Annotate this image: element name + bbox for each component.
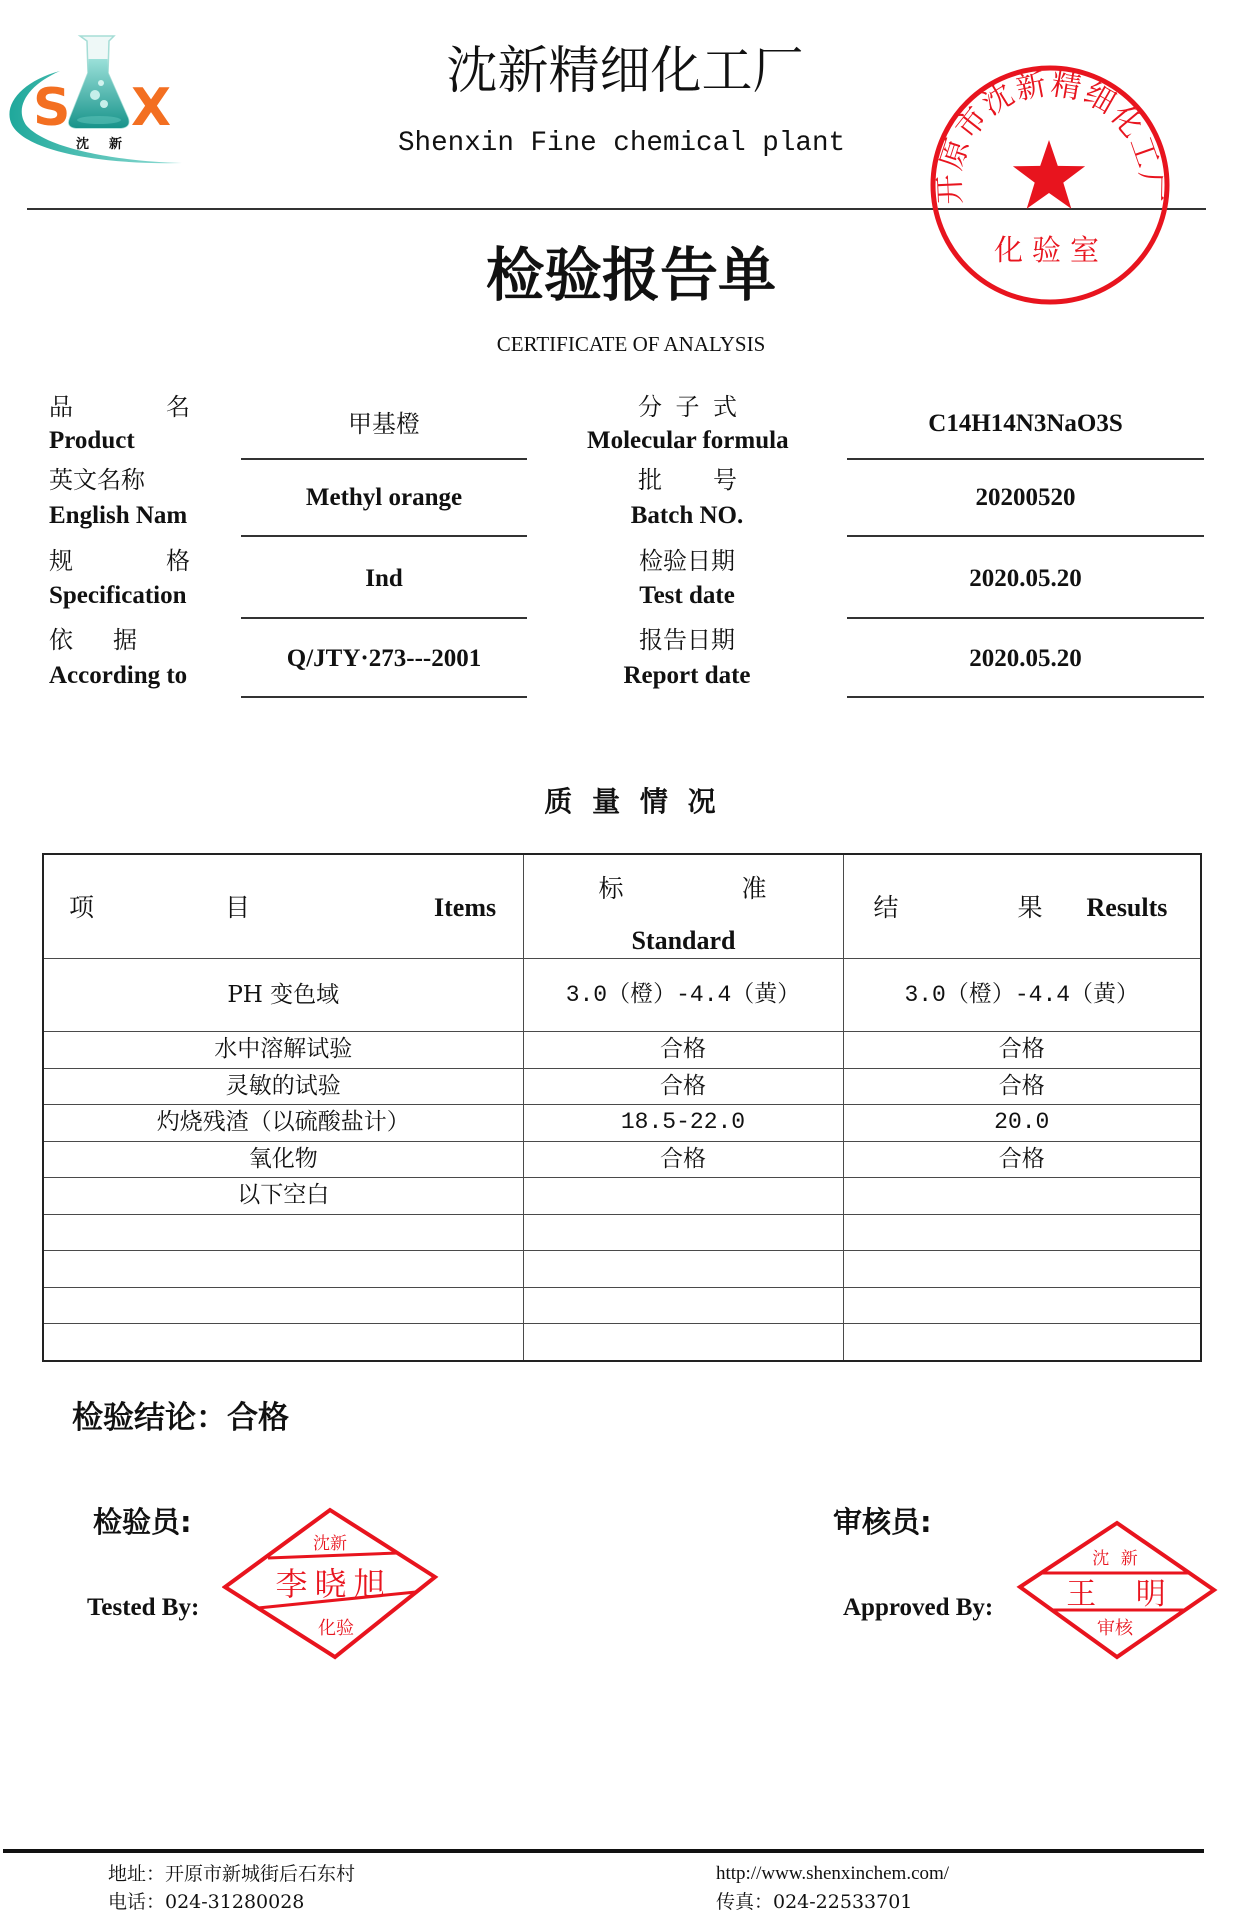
footer-address: 地址：开原市新城街后石东村 bbox=[108, 1863, 356, 1885]
header-standard-cn: 标 准 bbox=[598, 874, 767, 903]
cell-result: 合格 bbox=[843, 1032, 1201, 1069]
underline bbox=[241, 696, 527, 698]
table-row-empty bbox=[43, 1324, 1201, 1361]
table-row bbox=[43, 959, 1201, 1032]
cell-empty bbox=[43, 1251, 523, 1288]
cell-empty bbox=[523, 1324, 843, 1361]
footer-fax: 传真：024-22533701 bbox=[716, 1891, 913, 1913]
cell-result: 合格 bbox=[843, 1141, 1201, 1178]
label-test-date-en: Test date bbox=[639, 582, 735, 609]
header-results-en: Results bbox=[1086, 893, 1168, 922]
approver-label-cn: 审核员: bbox=[833, 1505, 932, 1539]
tester-label-cn: 检验员: bbox=[93, 1505, 192, 1539]
cell-empty bbox=[523, 1214, 843, 1251]
table-row-empty bbox=[43, 1251, 1201, 1288]
header-results bbox=[843, 854, 1201, 959]
cell-standard: 3.0（橙）-4.4（黄） bbox=[523, 959, 843, 1032]
seal-center-text: 化验室 bbox=[993, 233, 1109, 267]
table-row bbox=[43, 1178, 1201, 1215]
conclusion-value: 合格 bbox=[227, 1400, 289, 1436]
header-standard-en: Standard bbox=[631, 926, 736, 955]
cell-standard: 18.5-22.0 bbox=[523, 1105, 843, 1142]
label-english-name-cn: 英文名称 bbox=[49, 466, 145, 494]
approver-stamp bbox=[1012, 1515, 1222, 1665]
seal-ring-text-path: 开原市沈新精细化工厂 bbox=[932, 66, 1168, 206]
cell-item: PH 变色域 bbox=[43, 959, 523, 1032]
label-formula-cn: 分 子 式 bbox=[638, 393, 737, 421]
conclusion-label: 检验结论： bbox=[72, 1400, 227, 1436]
logo-letter-s: S bbox=[33, 78, 71, 138]
underline bbox=[847, 617, 1204, 619]
value-product: 甲基橙 bbox=[348, 410, 420, 438]
table-row bbox=[43, 1068, 1201, 1105]
cell-standard: 合格 bbox=[523, 1032, 843, 1069]
label-according-en: According to bbox=[49, 662, 188, 689]
cell-empty bbox=[43, 1287, 523, 1324]
official-seal bbox=[925, 60, 1175, 310]
label-product-cn: 品 名 bbox=[49, 393, 190, 421]
tester-stamp bbox=[222, 1500, 442, 1665]
footer-divider bbox=[3, 1849, 1204, 1853]
document-subtitle: CERTIFICATE OF ANALYSIS bbox=[496, 332, 766, 356]
value-according: Q/JTY·273---2001 bbox=[286, 645, 482, 672]
star-icon bbox=[1013, 140, 1085, 209]
header-results-cn: 结 果 bbox=[873, 893, 1043, 922]
label-specification-cn: 规 格 bbox=[49, 547, 190, 575]
value-formula: C14H14N3NaO3S bbox=[928, 410, 1123, 437]
label-test-date-cn: 检验日期 bbox=[639, 547, 735, 575]
value-specification: Ind bbox=[365, 565, 403, 592]
label-report-date-en: Report date bbox=[623, 662, 751, 689]
cell-empty bbox=[843, 1287, 1201, 1324]
footer-website: http://www.shenxinchem.com/ bbox=[716, 1863, 950, 1884]
tester-stamp-bottom: 化验 bbox=[318, 1618, 354, 1639]
table-row-empty bbox=[43, 1287, 1201, 1324]
value-test-date: 2020.05.20 bbox=[969, 565, 1082, 592]
cell-empty bbox=[843, 1324, 1201, 1361]
flask-icon bbox=[69, 36, 129, 128]
cell-item: 以下空白 bbox=[43, 1178, 523, 1215]
cell-empty bbox=[843, 1214, 1201, 1251]
tester-label-en: Tested By: bbox=[87, 1594, 200, 1621]
cell-empty bbox=[523, 1251, 843, 1288]
cell-empty bbox=[523, 1287, 843, 1324]
label-english-name-en: English Nam bbox=[49, 502, 188, 529]
quality-section-title: 质 量 情 况 bbox=[544, 785, 716, 818]
value-english-name: Methyl orange bbox=[305, 484, 463, 511]
document-title: 检验报告单 bbox=[485, 241, 776, 309]
header-items-cn: 项 目 bbox=[69, 893, 250, 922]
cell-standard: 合格 bbox=[523, 1068, 843, 1105]
underline bbox=[847, 535, 1204, 537]
approver-stamp-top: 沈 新 bbox=[1092, 1549, 1138, 1569]
cell-standard bbox=[523, 1178, 843, 1215]
underline bbox=[241, 617, 527, 619]
cell-empty bbox=[843, 1251, 1201, 1288]
value-batch: 20200520 bbox=[975, 484, 1076, 511]
tester-stamp-top: 沈新 bbox=[313, 1534, 347, 1554]
conclusion bbox=[72, 1399, 289, 1437]
label-batch-en: Batch NO. bbox=[630, 502, 744, 529]
cell-item: 水中溶解试验 bbox=[43, 1032, 523, 1069]
label-according-cn: 依 据 bbox=[49, 626, 137, 654]
cell-item: 灼烧残渣（以硫酸盐计） bbox=[43, 1105, 523, 1142]
header-standard bbox=[523, 854, 843, 959]
company-name-cn: 沈新精细化工厂 bbox=[446, 42, 804, 101]
logo-caption-1: 沈 bbox=[76, 137, 90, 152]
underline bbox=[847, 696, 1204, 698]
footer-phone: 电话：024-31280028 bbox=[108, 1891, 305, 1913]
table-row-empty bbox=[43, 1214, 1201, 1251]
label-report-date-cn: 报告日期 bbox=[639, 626, 735, 654]
header-items-en: Items bbox=[434, 893, 497, 922]
table-row bbox=[43, 1141, 1201, 1178]
header-items bbox=[43, 854, 523, 959]
table-header-row bbox=[43, 854, 1201, 959]
approver-label-en: Approved By: bbox=[843, 1594, 994, 1621]
label-product-en: Product bbox=[49, 427, 135, 454]
label-batch-cn: 批 号 bbox=[638, 466, 737, 494]
company-logo bbox=[0, 25, 190, 175]
cell-result: 3.0（橙）-4.4（黄） bbox=[843, 959, 1201, 1032]
quality-table bbox=[42, 853, 1202, 1362]
cell-result: 20.0 bbox=[843, 1105, 1201, 1142]
cell-item: 灵敏的试验 bbox=[43, 1068, 523, 1105]
underline bbox=[241, 535, 527, 537]
underline bbox=[847, 458, 1204, 460]
label-formula-en: Molecular formula bbox=[587, 427, 789, 454]
cell-empty bbox=[43, 1214, 523, 1251]
logo-letter-x: X bbox=[131, 78, 172, 138]
approver-stamp-bottom: 审核 bbox=[1097, 1618, 1133, 1639]
table-row bbox=[43, 1032, 1201, 1069]
underline bbox=[241, 458, 527, 460]
cell-result: 合格 bbox=[843, 1068, 1201, 1105]
value-report-date: 2020.05.20 bbox=[969, 645, 1082, 672]
cell-result bbox=[843, 1178, 1201, 1215]
tester-stamp-name: 李晓旭 bbox=[275, 1565, 393, 1603]
logo-caption-2: 新 bbox=[109, 137, 123, 152]
company-name-en: Shenxin Fine chemical plant bbox=[398, 128, 846, 159]
cell-item: 氧化物 bbox=[43, 1141, 523, 1178]
approver-stamp-name: 王 明 bbox=[1066, 1577, 1166, 1612]
table-row bbox=[43, 1105, 1201, 1142]
label-specification-en: Specification bbox=[49, 582, 187, 609]
cell-empty bbox=[43, 1324, 523, 1361]
cell-standard: 合格 bbox=[523, 1141, 843, 1178]
